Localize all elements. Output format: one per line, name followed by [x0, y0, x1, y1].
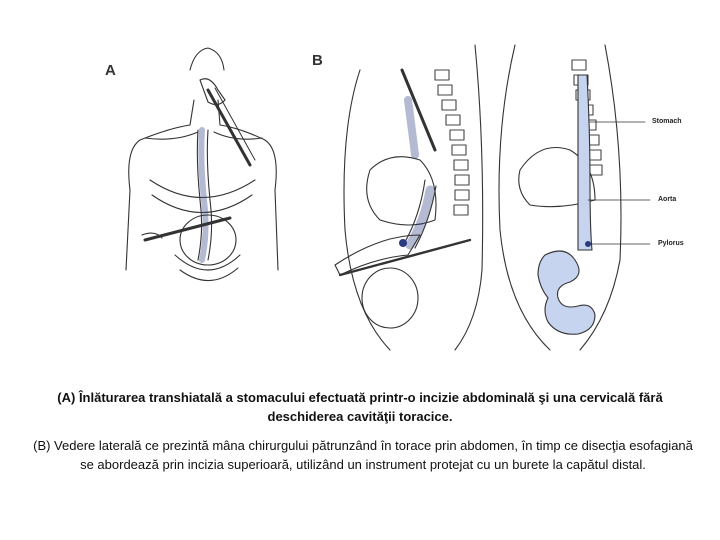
- caption-panel-b: (B) Vedere laterală ce prezintă mâna chirurgului pătrunzând în torace prin abdomen, în timp ce disecţia esofagiană se abordează prin incizia superioară, utilizând un instrument protejat cu un burete la capătul distal.: [33, 438, 693, 472]
- label-aorta: Aorta: [658, 196, 677, 203]
- panel-b-result-drawing: [499, 45, 650, 350]
- illustration-svg: [90, 30, 710, 365]
- panel-a-drawing: [126, 48, 278, 281]
- surgical-illustration: [90, 30, 710, 365]
- label-stomach: Stomach: [652, 118, 682, 125]
- panel-a-letter: A: [105, 62, 116, 79]
- panel-b-lateral-drawing: [335, 45, 483, 350]
- label-pylorus: Pylorus: [658, 240, 684, 247]
- panel-b-letter: B: [312, 52, 323, 69]
- caption-panel-a: (A) Înlăturarea transhiatală a stomacului efectuată printr-o incizie abdominală şi una cervicală fără deschiderea cavităţii toracice.: [57, 390, 663, 424]
